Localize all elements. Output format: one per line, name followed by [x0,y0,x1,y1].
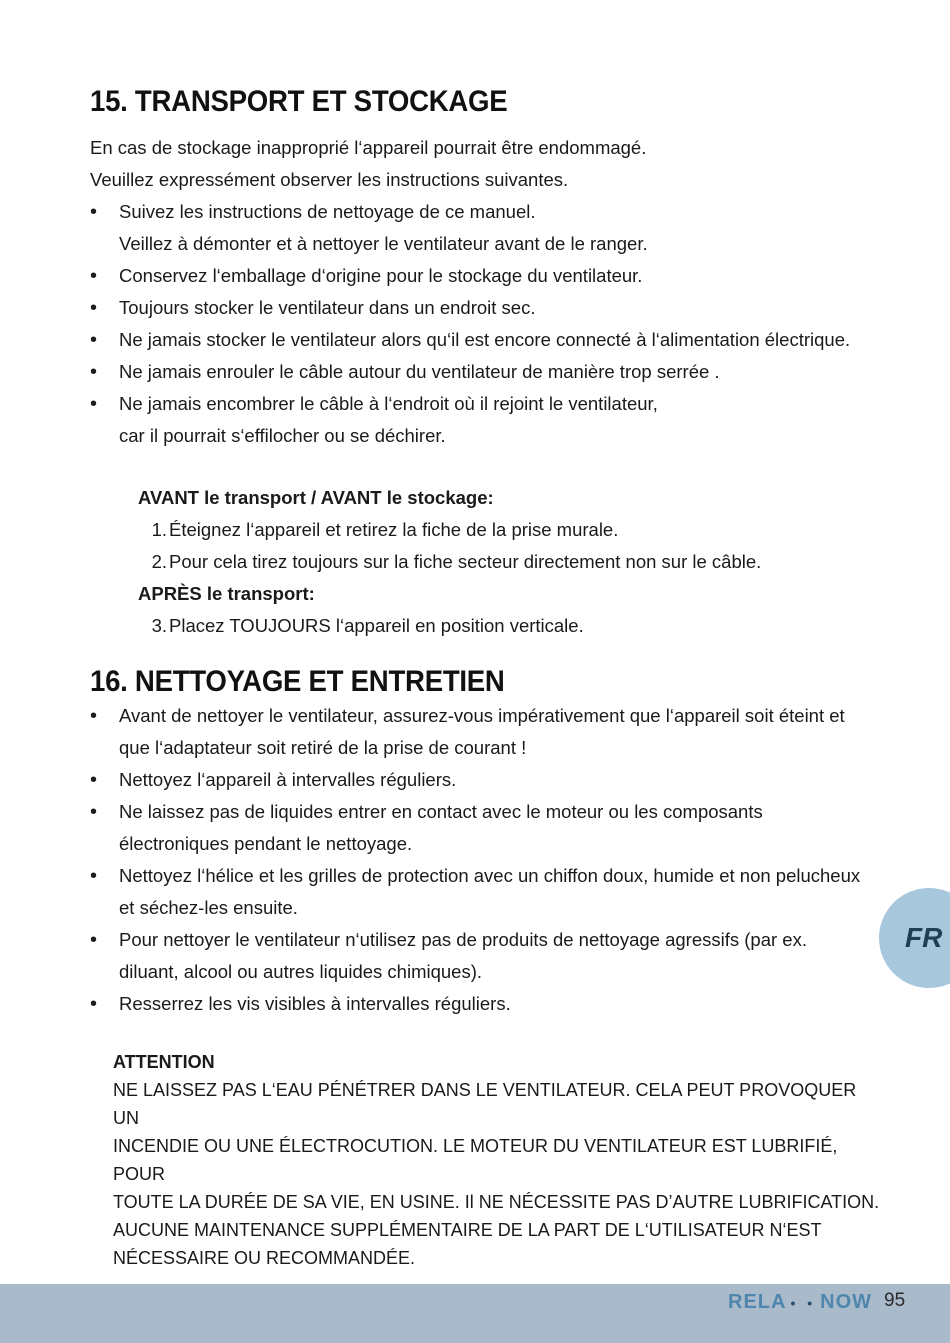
step-item [138,514,880,546]
list-item [90,260,880,292]
logo-text-left: RELA [728,1291,787,1313]
list-item-text: Ne laissez pas de liquides entrer en contact avec le moteur ou les composants [119,801,763,822]
logo-dots-icon: • • [790,1294,817,1311]
list-item-text: Nettoyez l‘appareil à intervalles réguliers. [119,769,457,790]
list-item-text: car il pourrait s‘effilocher ou se déchirer. [119,425,446,446]
list-item-text: Conservez l‘emballage d‘origine pour le stockage du ventilateur. [119,265,643,286]
list-item-text: Toujours stocker le ventilateur dans un endroit sec. [119,297,536,318]
transport-steps [138,482,880,642]
language-tab-label: FR [905,922,943,953]
step-text: Éteignez l‘appareil et retirez la fiche de la prise murale. [169,519,619,540]
list-item [90,700,880,764]
after-transport-label: APRÈS le transport: [138,583,315,604]
section-16-title: 16. NETTOYAGE ET ENTRETIEN [90,665,505,698]
list-item [90,924,880,988]
list-item-text: Suivez les instructions de nettoyage de ce manuel. [119,201,536,222]
list-item [90,196,880,260]
list-item-text: et séchez-les ensuite. [119,897,298,918]
section-15-intro [90,132,880,196]
list-item-text: électroniques pendant le nettoyage. [119,833,413,854]
section-15-title: 15. TRANSPORT ET STOCKAGE [90,85,508,118]
list-item-text: Nettoyez l‘hélice et les grilles de protection avec un chiffon doux, humide et non pelucheux [119,865,861,886]
list-item-text: Ne jamais enrouler le câble autour du ventilateur de manière trop serrée . [119,361,720,382]
logo-text-right: NOW [820,1291,873,1313]
list-item-text: diluant, alcool ou autres liquides chimiques). [119,961,483,982]
attention-line: NÉCESSAIRE OU RECOMMANDÉE. [113,1248,416,1268]
list-item-text: Avant de nettoyer le ventilateur, assurez-vous impérativement que l‘appareil soit éteint et [119,705,845,726]
attention-line: INCENDIE OU UNE ÉLECTROCUTION. LE MOTEUR DU VENTILATEUR EST LUBRIFIÉ, POUR [113,1136,838,1184]
list-item [90,796,880,860]
list-item-text: Resserrez les vis visibles à intervalles réguliers. [119,993,511,1014]
list-item [90,988,880,1020]
list-item-text: Ne jamais stocker le ventilateur alors qu‘il est encore connecté à l‘alimentation électrique. [119,329,851,350]
intro-line: Veuillez expressément observer les instructions suivantes. [90,169,569,190]
cleaning-instructions-list [90,700,880,1020]
storage-instructions-list [90,196,880,452]
intro-line: En cas de stockage inapproprié l‘appareil pourrait être endommagé. [90,137,647,158]
list-item [90,324,880,356]
step-text: Placez TOUJOURS l‘appareil en position verticale. [169,615,584,636]
list-item-text: Ne jamais encombrer le câble à l‘endroit où il rejoint le ventilateur, [119,393,658,414]
step-text: Pour cela tirez toujours sur la fiche secteur directement non sur le câble. [169,551,762,572]
list-item [90,860,880,924]
attention-title: ATTENTION [113,1052,215,1072]
list-item [90,388,880,452]
language-tab [879,888,950,988]
list-item [90,292,880,324]
attention-line: TOUTE LA DURÉE DE SA VIE, EN USINE. Il NE NÉCESSITE PAS D’AUTRE LUBRIFICATION. [113,1192,880,1212]
step-number: 2. [151,551,167,572]
list-item [90,356,880,388]
page-content [90,84,880,1272]
step-number: 3. [151,615,167,636]
attention-line: AUCUNE MAINTENANCE SUPPLÉMENTAIRE DE LA PART DE L‘UTILISATEUR N‘EST [113,1220,822,1240]
step-item [138,610,880,642]
brand-logo [728,1291,872,1314]
list-item [90,764,880,796]
list-item-text: Veillez à démonter et à nettoyer le ventilateur avant de le ranger. [119,233,648,254]
footer-bar [0,1284,950,1343]
attention-line: NE LAISSEZ PAS L‘EAU PÉNÉTRER DANS LE VENTILATEUR. CELA PEUT PROVOQUER UN [113,1080,857,1128]
list-item-text: Pour nettoyer le ventilateur n‘utilisez pas de produits de nettoyage agressifs (par ex. [119,929,807,950]
step-number: 1. [151,519,167,540]
step-item [138,546,880,578]
list-item-text: que l‘adaptateur soit retiré de la prise de courant ! [119,737,527,758]
attention-notice [113,1048,880,1272]
before-transport-label: AVANT le transport / AVANT le stockage: [138,487,494,508]
page-number: 95 [884,1290,906,1311]
